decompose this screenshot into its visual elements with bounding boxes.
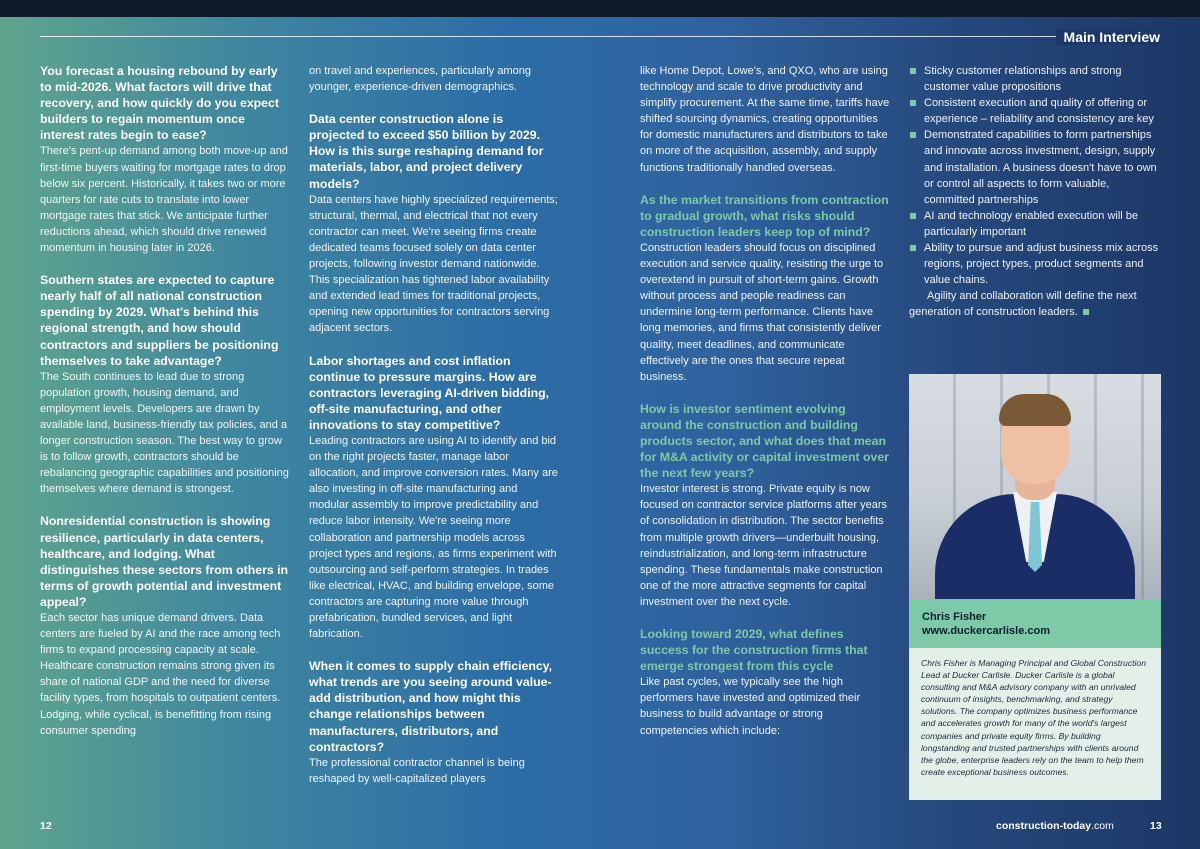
answer-continued: like Home Depot, Lowe's, and QXO, who are using technology and scale to drive productivity and simplify procurement. At the same time, tariffs have shifted sourcing dynamics, creating opportunities for domestic manufacturers and distributors to take on more of the acquisition, assembly, and supply functions traditionally handled overseas.: [640, 65, 890, 174]
competency-list: [909, 63, 1161, 288]
portrait-photo: [909, 374, 1161, 599]
site-name-main: construction-today: [996, 820, 1092, 832]
list-item: Ability to pursue and adjust business mix across regions, project types, product segments and value chains.: [909, 240, 1161, 288]
end-mark-icon: [1083, 309, 1089, 315]
site-name: [996, 820, 1114, 832]
header-rule: [40, 36, 1160, 37]
question: Labor shortages and cost inflation continue to pressure margins. How are contractors leveraging AI-driven bidding, off-site manufacturing, and other innovations to stay competitive?: [309, 353, 550, 432]
company-url: www.duckercarlisle.com: [922, 625, 1050, 637]
answer: Investor interest is strong. Private equity is now focused on contractor service platforms after years of consolidation in distribution. The sector benefits from multiple growth drivers—underbuilt housing, reindustrialization, and long-term infrastructure spending. These fundamentals make construction one of the more attractive segments for capital investment over the next cycle.: [640, 483, 887, 608]
hair-shape: [999, 394, 1071, 426]
page-number-left: 12: [40, 820, 52, 832]
answer: Each sector has unique demand drivers. Data centers are fueled by AI and the race among tech firms to expand processing capacity at scale. Healthcare construction remains strong given its share of national GDP and the need for diverse facility types, from hospitals to outpatient centers. Lodging, while cyclical, is benefitting from rising consumer spending: [40, 612, 281, 737]
closing-paragraph: [909, 288, 1161, 320]
answer: The professional contractor channel is being reshaped by well-capitalized players: [309, 756, 525, 785]
section-label: Main Interview: [1056, 29, 1160, 45]
answer: Leading contractors are using AI to identify and bid on the right projects faster, manage labor allocation, and improve conversion rates. Many are also investing in off-site manufacturing and modular assembly to improve predictability and reduce labor intensity. We're seeing more collaboration and partnership models across project types and regions, as firms experiment with outsourcing and self-perform strategies. In trades like electrical, HVAC, and building envelope, some contractors are capturing more value through prefabrication, bundled services, and light fabrication.: [309, 434, 558, 641]
caption-header: [909, 599, 1161, 648]
column-4: [909, 63, 1161, 321]
question: You forecast a housing rebound by early to mid-2026. What factors will drive that recovery, and how quickly do you expect builders to regain momentum once interest rates begin to ease?: [40, 64, 279, 143]
answer: Data centers have highly specialized requirements; structural, thermal, and electrical that not every contractor can meet. We're seeing firms create dedicated teams focused solely on data center projects, following investor demand nationwide. This specialization has tightened labor availability and extended lead times for traditional projects, opening new opportunities for contractors serving adjacent sectors.: [309, 193, 558, 335]
question: Southern states are expected to capture nearly half of all national construction spending by 2029. What's behind this regional strength, and how should contractors and suppliers be positioning themselves to take advantage?: [40, 273, 279, 368]
column-3: [640, 63, 890, 755]
closing-text: Agility and collaboration will define the next generation of construction leaders.: [909, 290, 1137, 319]
answer: Construction leaders should focus on disciplined execution and service quality, resisting the urge to overextend in pursuit of short-term gains. Growth without process and people readiness can undermine long-term performance. Clients have long memories, and firms that consistently deliver quality, meet deadlines, and communicate effectively are the ones that secure repeat business.: [640, 241, 884, 383]
list-item: Demonstrated capabilities to form partnerships and innovate across investment, design, supply and installation. A business doesn't have to own or control all aspects to form valuable, committed partnerships: [909, 127, 1161, 207]
person-name: Chris Fisher: [922, 611, 987, 623]
question: Nonresidential construction is showing resilience, particularly in data centers, healthcare, and lodging. What distinguishes these sectors from others in terms of growth potential and investment appeal?: [40, 514, 289, 609]
answer: The South continues to lead due to strong population growth, housing demand, and employment levels. Developers are drawn by available land, business-friendly tax policies, and a longer construction season. The best way to grow is to follow growth, contractors should be rebalancing geographic capabilities and positioning themselves where demand is strongest.: [40, 370, 289, 496]
list-item: Sticky customer relationships and strong customer value propositions: [909, 63, 1161, 95]
bio-text: Chris Fisher is Managing Principal and Global Construction Lead at Ducker Carlisle. Ducker Carlisle is a global consulting and M&A advisory company with an unrivaled continuum of insights, benchmarking, and strategy solutions. The company optimizes business performance and accelerates growth for many of the world's largest companies and private equity firms. By building longstanding and trusted partnerships with clients around the globe, enterprise leaders rely on the team to help them create exceptional business outcomes.: [921, 658, 1146, 777]
list-item: Consistent execution and quality of offering or experience – reliability and consistency are key: [909, 95, 1161, 127]
answer-continued: on travel and experiences, particularly among younger, experience-driven demographics.: [309, 65, 531, 94]
question: How is investor sentiment evolving around the construction and building products sector, and what does that mean for M&A activity or capital investment over the next few years?: [640, 401, 889, 481]
column-2: [309, 63, 559, 803]
question: Data center construction alone is projected to exceed $50 billion by 2029. How is this surge reshaping demand for materials, labor, and project delivery models?: [309, 112, 544, 191]
answer: Like past cycles, we typically see the high performers have invested and optimized their business to build advantage or strong competencies which include:: [640, 676, 861, 737]
question: As the market transitions from contraction to gradual growth, what risks should construction leaders keep top of mind?: [640, 192, 889, 239]
list-item: AI and technology enabled execution will be particularly important: [909, 208, 1161, 240]
question: Looking toward 2029, what defines success for the construction firms that emerge strongest from this cycle: [640, 627, 868, 674]
answer: There's pent-up demand among both move-up and first-time buyers waiting for mortgage rates to drop below six percent. Historically, it takes two or more quarters for rate cuts to translate into lower mortgage rates that stick. We anticipate further reductions ahead, which should drive renewed momentum in housing later in 2026.: [40, 145, 288, 255]
column-1: [40, 63, 292, 755]
caption-bio-box: [909, 648, 1161, 800]
site-name-tld: .com: [1091, 820, 1114, 832]
page-number-right: 13: [1150, 820, 1162, 832]
top-bar: [0, 0, 1200, 17]
question: When it comes to supply chain efficiency, what trends are you seeing around value-add distribution, and how might this change relationships between manufacturers, distributors, and contractors?: [309, 659, 553, 754]
